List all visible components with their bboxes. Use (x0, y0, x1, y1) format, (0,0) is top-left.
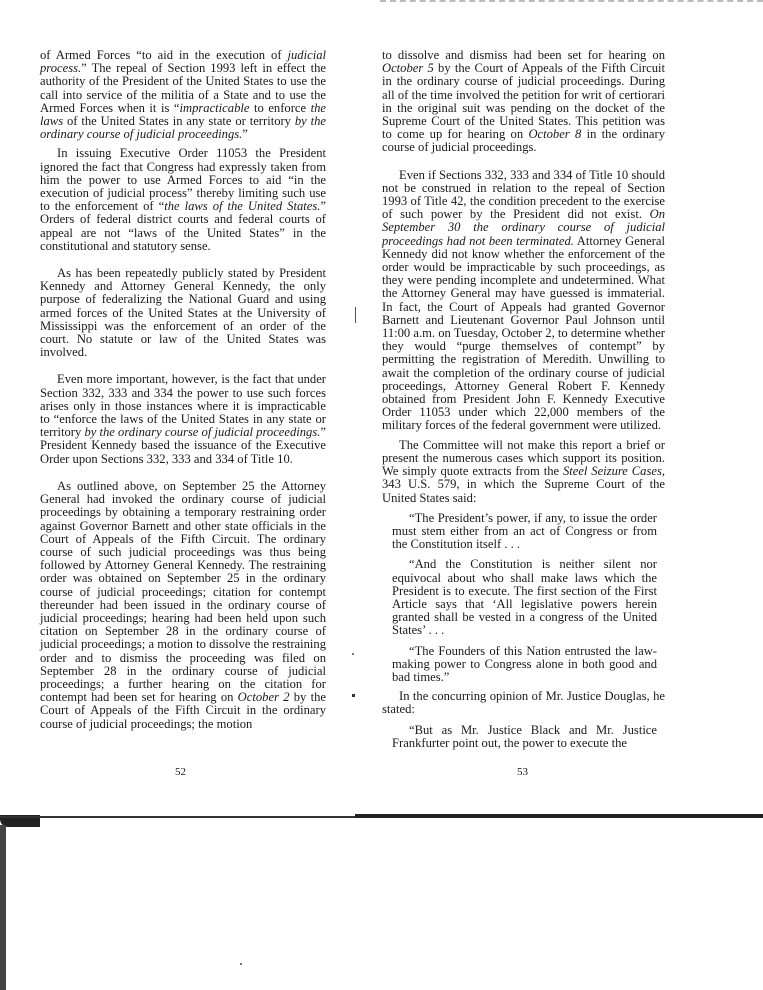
text-run: “But as Mr. Justice Black and Mr. Justice Frankfurter point out, the power to execute the (392, 722, 657, 750)
quotation-paragraph (392, 558, 657, 637)
scan-edge-shadow (0, 825, 6, 990)
text-run: “The President’s power, if any, to issue the order must stem either from an act of Congress or from the Constitution itself . . . (392, 510, 657, 552)
text-run: 343 U.S. 579, in which the Supreme Court of the United States said: (382, 477, 665, 505)
text-run: by the Court of Appeals of the Fifth Circuit in the ordinary course of judicial proceedings. During all of the time involved the petition for writ of certiorari in the original suit was pending on the docket of the Supreme Court of the United States. This petition was to come up for hearing on (382, 61, 665, 142)
body-paragraph (40, 147, 326, 253)
text-run: “And the Constitution is neither silent nor equivocal about who shall make laws which the President is to execute. The first section of the First Article says that ‘All legislative powers herein granted shall be vested in a congress of the United States’ . . . (392, 557, 657, 638)
text-run: In the concurring opinion of Mr. Justice Douglas, he stated: (382, 689, 665, 717)
italic-text-run: by the ordinary course of judicial proceedings. (84, 425, 321, 440)
text-run: ” President Kennedy based the issuance of the Executive Order upon Sections 332, 333 and 334 of Title 10. (40, 425, 326, 466)
right-page-bottom-line (355, 814, 763, 818)
text-run: by the Court of Appeals of the Fifth Circuit in the ordinary course of judicial proceedings; the motion (40, 690, 326, 731)
text-run: Attorney General Kennedy did not know whether the enforcement of the order would be impracticable by such proceedings, as they were pending incomplete and undetermined. What the Attorney General may have guessed is immaterial. In fact, the Court of Appeals had granted Governor Barnett and Lieutenant Governor Paul Johnson until 11:00 a.m. on Tuesday, October 2, to determine whether they would “purge themselves of contempt” by permitting the registration of Meredith. Unwilling to await the completion of the ordinary course of judicial proceedings, Attorney General Robert F. Kennedy obtained from President John F. Kennedy Executive Order 11053 under which 22,000 members of the military forces of the federal government were utilized. (382, 233, 665, 433)
body-paragraph (40, 373, 326, 465)
text-run: ” The repeal of Section 1993 left in effect the authority of the President of the United States to use the call into service of the militia of a State and to use the Armed Forces when it is “ (40, 61, 326, 115)
italic-text-run: by the ordinary course of judicial proceedings. (40, 114, 327, 142)
italic-text-run: October 5 (382, 61, 434, 76)
quotation-paragraph (392, 512, 657, 552)
italic-text-run: the laws of the United States. (164, 199, 321, 214)
text-run: As outlined above, on September 25 the Attorney General had invoked the ordinary course of judicial proceedings by obtaining a temporary restraining order against Governor Barnett and other state officials in the Court of Appeals of the Fifth Circuit. The ordinary course of such judicial proceedings was thus being followed by Attorney General Kennedy. The restraining order was obtained on September 25 in the ordinary course of judicial proceedings; citation for contempt thereunder had been issued in the ordinary course of judicial proceedings; hearing had been held upon such citation on September 28 in the ordinary course of judicial proceedings; a motion to dissolve the restraining order and to dismiss the proceeding was filed on September 28 in the ordinary course of judicial proceedings; a further hearing on the citation for contempt had been set for hearing on (40, 478, 326, 705)
margin-mark-vertical (355, 307, 356, 323)
text-run: to dissolve and dismiss had been set for hearing on (382, 48, 665, 62)
text-run: ” (242, 127, 248, 142)
left-page-bottom-line (0, 816, 360, 818)
text-run: ” Orders of federal district courts and federal courts of appeal are not “laws of the United States” in the constitutional and statutory sense. (40, 199, 326, 253)
margin-speck (352, 694, 355, 697)
body-paragraph (382, 49, 665, 155)
body-paragraph (40, 49, 326, 141)
text-run: Even more important, however, is the fact that under Section 332, 333 and 334 the power to use such forces arises only in those instances where it is impracticable to “enforce the laws of the United States in any state or territory (40, 372, 326, 440)
italic-text-run: October 8 (528, 127, 582, 142)
italic-text-run: the laws (40, 100, 326, 129)
top-edge-rule (380, 0, 763, 5)
quotation-paragraph (392, 645, 657, 685)
text-run: in the ordinary course of judicial proceedings. (382, 127, 666, 155)
italic-text-run: Steel Seizure Cases, (562, 464, 665, 479)
page-bottom-edge (0, 812, 763, 826)
left-page-text-column (40, 49, 326, 731)
left-page-number: 52 (175, 766, 186, 778)
text-run: The Committee will not make this report a brief or present the numerous cases which support its position. We simply quote extracts from the (382, 437, 665, 479)
quotation-paragraph (392, 724, 657, 750)
margin-speck (352, 653, 354, 655)
body-paragraph (382, 690, 665, 716)
right-page-text-column (382, 49, 665, 750)
text-run: “The Founders of this Nation entrusted the law-making power to Congress alone in both good and bad times.” (392, 643, 657, 684)
italic-text-run: October 2 (237, 690, 290, 705)
italic-text-run: On September 30 the ordinary course of judicial proceedings had not been terminated. (382, 207, 665, 248)
text-run: to enforce (249, 100, 311, 115)
body-paragraph (382, 439, 665, 505)
right-page-number: 53 (517, 766, 528, 778)
italic-text-run: impracticable (179, 100, 250, 115)
body-paragraph (382, 169, 665, 433)
italic-text-run: judicial process. (40, 48, 326, 76)
text-run: of the United States in any state or territory (63, 114, 295, 129)
text-run: of Armed Forces “to aid in the execution of (40, 48, 288, 62)
page-speck (240, 963, 242, 965)
body-paragraph (40, 480, 326, 731)
text-run: Even if Sections 332, 333 and 334 of Title 10 should not be construed in relation to the repeal of Section 1993 of Title 42, the condition precedent to the exercise of such power by the President did not exist. (382, 167, 665, 222)
text-run: In issuing Executive Order 11053 the President ignored the fact that Congress had expressly taken from him the power to use Armed Forces to aid “in the execution of judicial process” thereby limiting such use to the enforcement of “ (40, 146, 326, 214)
text-run: As has been repeatedly publicly stated by President Kennedy and Attorney General Kennedy, the only purpose of federalizing the National Guard and using armed forces of the United States at the University of Mississippi was the enforcement of an order of the court. No statute or law of the United States was involved. (40, 266, 326, 360)
body-paragraph (40, 267, 326, 359)
